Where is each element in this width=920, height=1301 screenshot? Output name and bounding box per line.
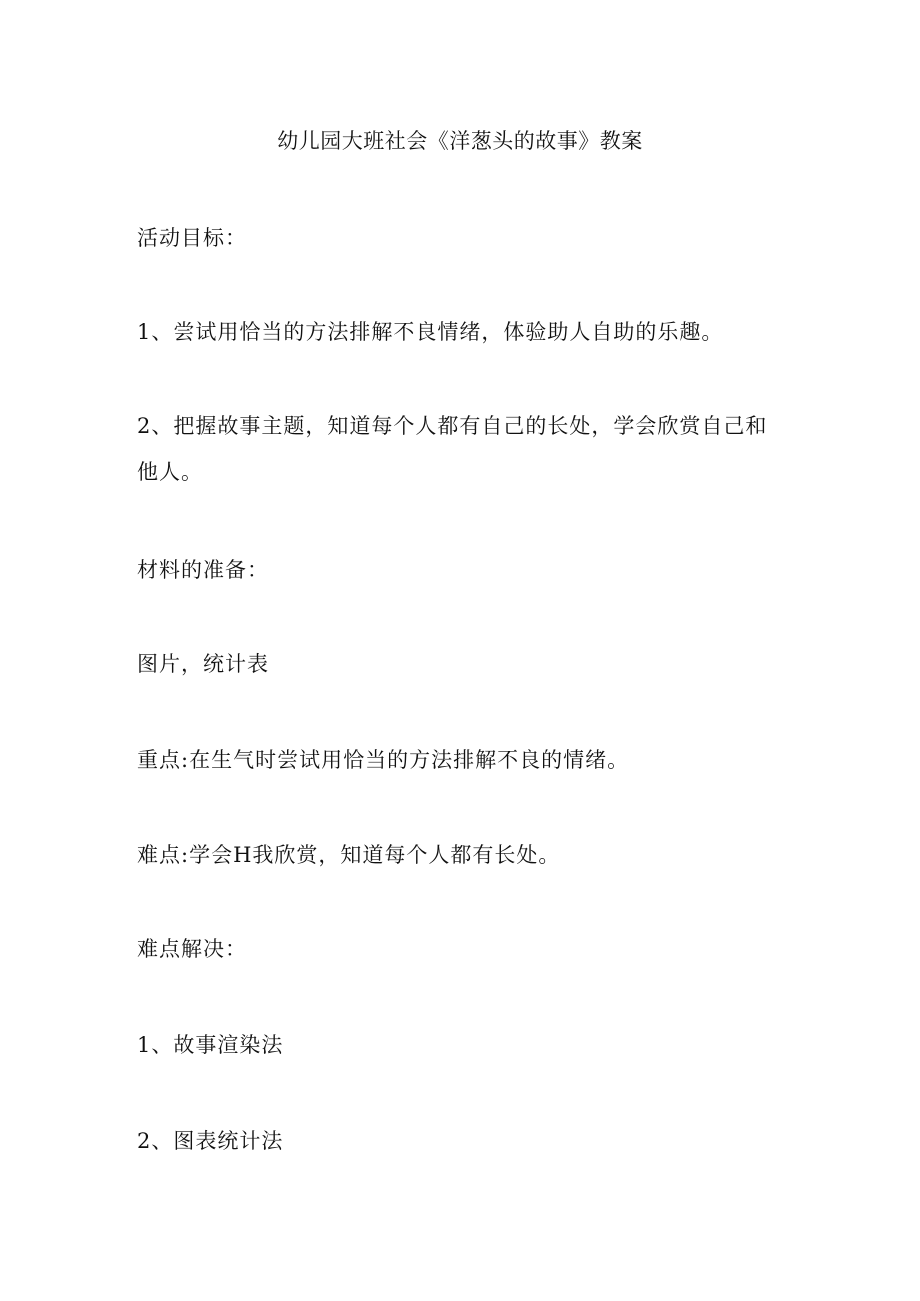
goal-item-1: 1、尝试用恰当的方法排解不良情绪，体验助人自助的乐趣。 — [137, 320, 724, 344]
key-point-text: 重点:在生气时尝试用恰当的方法排解不良的情绪。 — [137, 748, 630, 772]
document-title: 幼儿园大班社会《洋葱头的故事》教案 — [277, 129, 643, 153]
solution-item-1: 1、故事渲染法 — [137, 1033, 284, 1057]
materials-text: 图片，统计表 — [137, 652, 269, 676]
difficulty-text: 难点:学会H我欣赏，知道每个人都有长处。 — [137, 843, 561, 867]
section-heading-goals: 活动目标： — [137, 226, 247, 250]
goal-item-2: 2、把握故事主题，知道每个人都有自己的长处，学会欣赏自己和他人。 — [137, 414, 768, 484]
solution-item-2: 2、图表统计法 — [137, 1129, 284, 1153]
section-heading-materials: 材料的准备： — [137, 558, 269, 582]
section-heading-solutions: 难点解决： — [137, 937, 247, 961]
